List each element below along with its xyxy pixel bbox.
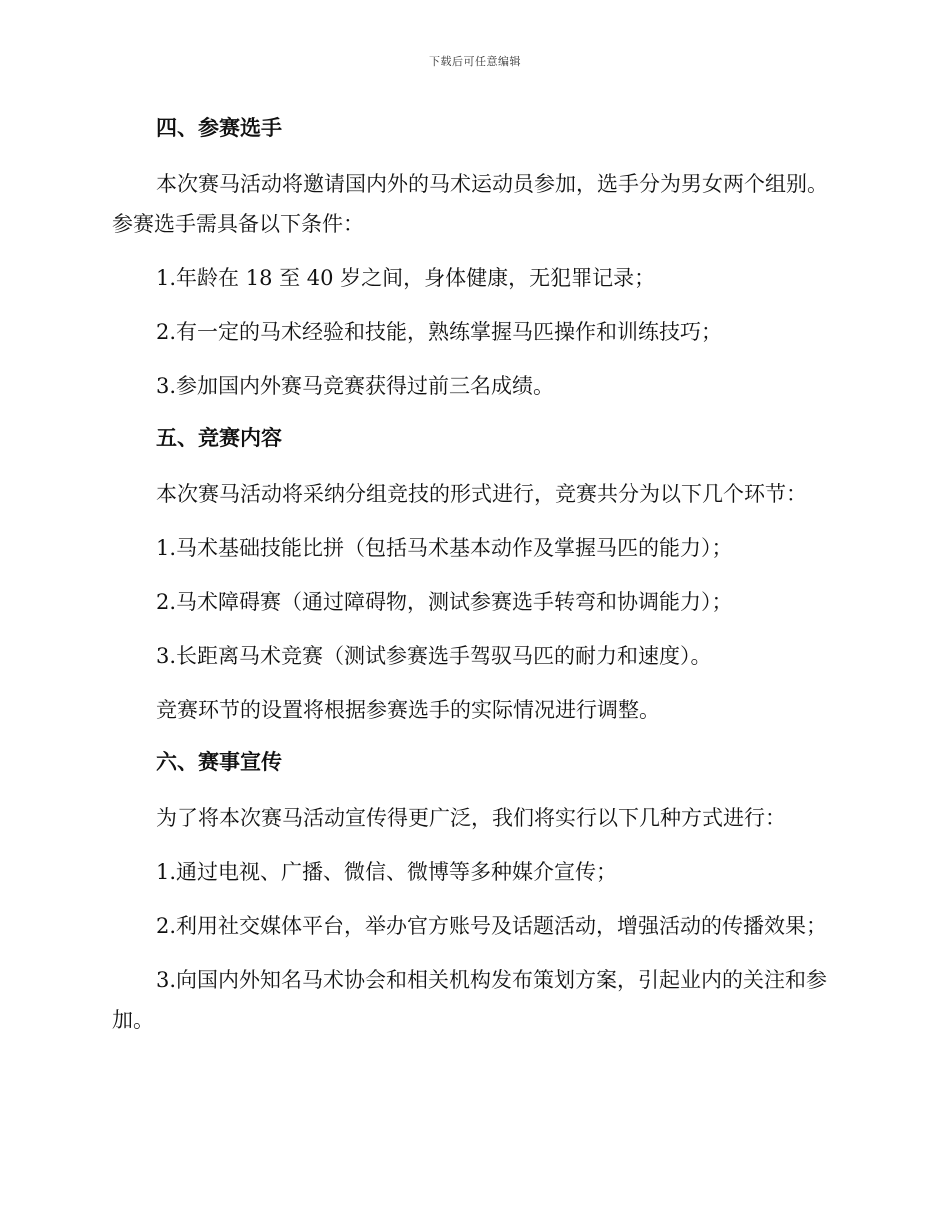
section-note-competition: 竞赛环节的设置将根据参赛选手的实际情况进行调整。 [156, 698, 660, 722]
section-heading-competition: 五、竞赛内容 [156, 425, 282, 450]
section-intro-promotion: 为了将本次赛马活动宣传得更广泛，我们将实行以下几种方式进行： [156, 806, 786, 830]
list-item: 3.长距离马术竞赛（测试参赛选手驾驭马匹的耐力和速度）。 [156, 644, 712, 668]
list-item: 1.马术基础技能比拼（包括马术基本动作及掌握马匹的能力）； [156, 536, 733, 560]
list-item: 2.马术障碍赛（通过障碍物，测试参赛选手转弯和协调能力）； [156, 590, 733, 614]
list-item: 1.通过电视、广播、微信、微博等多种媒介宣传； [156, 860, 618, 884]
list-item: 3.参加国内外赛马竞赛获得过前三名成绩。 [156, 374, 555, 398]
section-heading-participants: 四、参赛选手 [156, 115, 282, 140]
list-item: 2.利用社交媒体平台，举办官方账号及话题活动，增强活动的传播效果； [156, 914, 828, 938]
list-item: 3.向国内外知名马术协会和相关机构发布策划方案，引起业内的关注和参加。 [112, 968, 828, 1032]
section-heading-promotion: 六、赛事宣传 [156, 749, 282, 774]
list-item: 1.年龄在 18 至 40 岁之间，身体健康，无犯罪记录； [156, 266, 656, 290]
page-header: 下载后可任意编辑 [429, 55, 521, 68]
section-intro-competition: 本次赛马活动将采纳分组竞技的形式进行，竞赛共分为以下几个环节： [156, 482, 807, 506]
document-body [112, 110, 832, 1054]
list-item: 2.有一定的马术经验和技能，熟练掌握马匹操作和训练技巧； [156, 320, 723, 344]
section-intro-participants: 本次赛马活动将邀请国内外的马术运动员参加，选手分为男女两个组别。参赛选手需具备以下条件： [112, 172, 828, 236]
